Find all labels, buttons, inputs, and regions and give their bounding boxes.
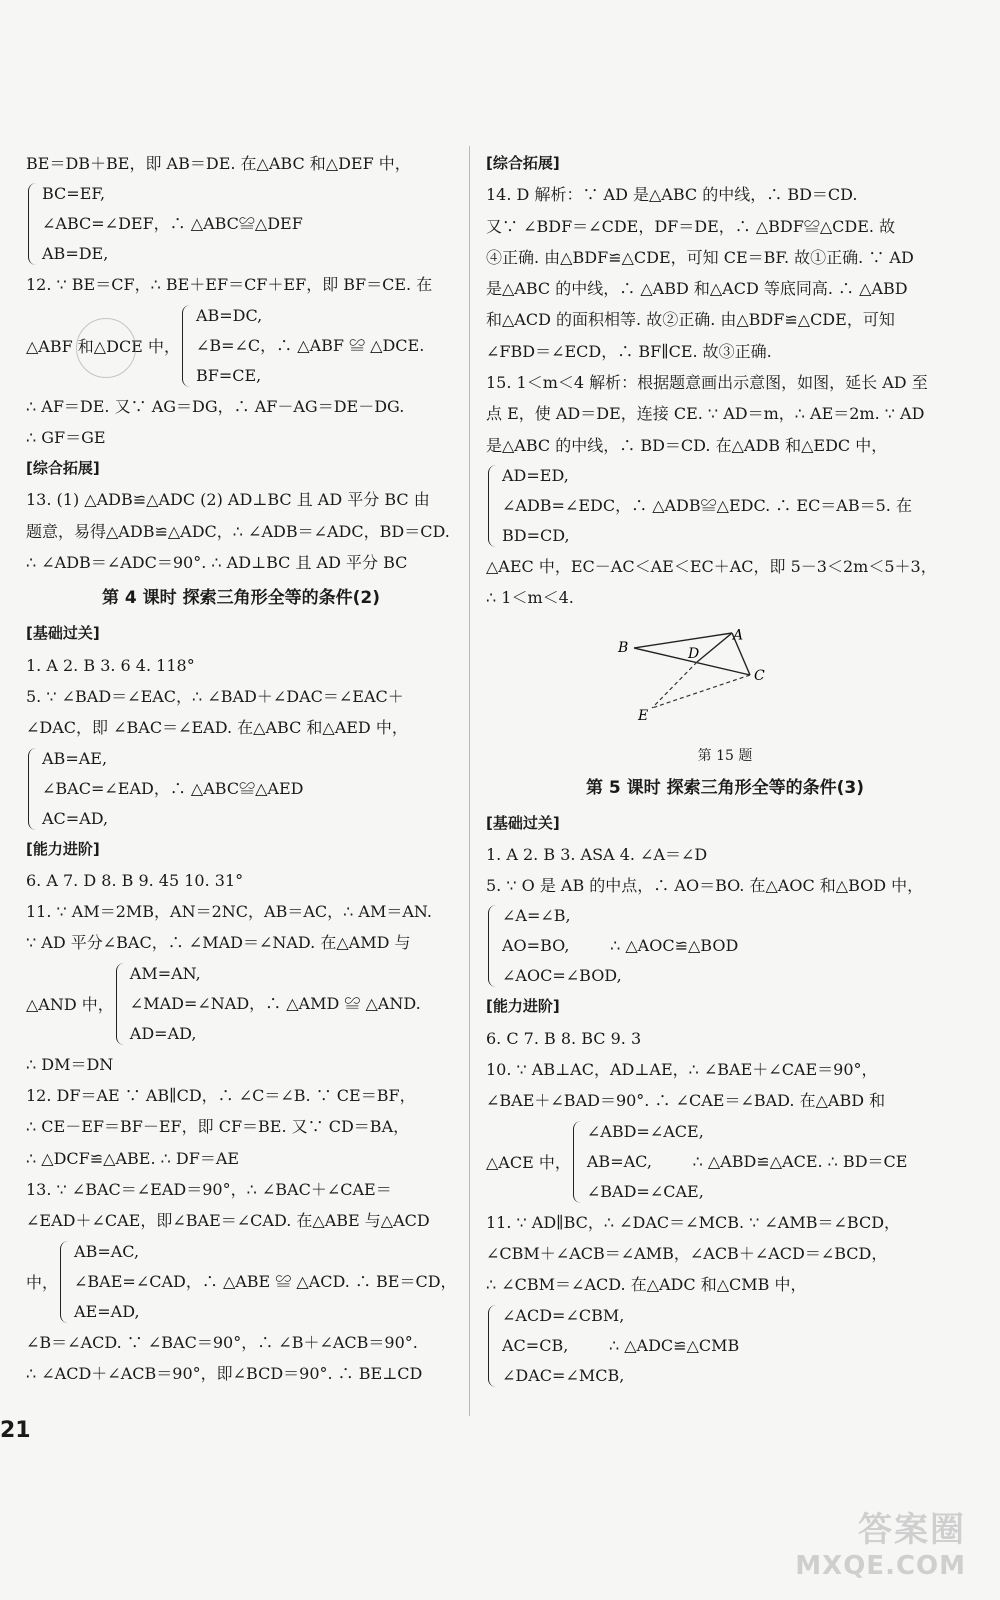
brace (28, 183, 37, 265)
segment-de-dashed (652, 662, 697, 708)
label-d: D (688, 645, 700, 662)
text-line: ∴ CE－EF＝BF－EF，即 CF＝BE. 又∵ CD＝BA， (26, 1117, 410, 1137)
section-label: [综合拓展] (26, 459, 100, 478)
text-line: ∴ DM＝DN (26, 1054, 114, 1074)
system-line: AC=CB, ∴ △ADC≌△CMB (502, 1335, 740, 1355)
text-line: ∴ 1＜m＜4. (486, 588, 574, 608)
watermark-line: MXQE.COM (795, 1551, 966, 1581)
system-line: AD=AD, (129, 1023, 197, 1043)
text-line: ∠CBM＋∠ACB＝∠AMB，∠ACB＋∠ACD＝∠BCD， (486, 1243, 888, 1263)
text-prefix: △ABF 和△DCE 中， (26, 337, 180, 357)
label-b: B (618, 639, 629, 656)
watermark-line: 答案圈 (858, 1510, 966, 1550)
system-line: AD=ED, (502, 465, 569, 485)
brace (60, 1241, 69, 1323)
seal-stamp (76, 318, 136, 378)
text-line: ∵ AD 平分∠BAC，∴ ∠MAD＝∠NAD. 在△AMD 与 (26, 933, 411, 953)
brace (488, 905, 497, 987)
system-line: ∠ABD=∠ACE, (586, 1121, 704, 1141)
brace (488, 465, 497, 547)
text-line: ∴ ∠ADB＝∠ADC＝90°. ∴ AD⊥BC 且 AD 平分 BC (26, 553, 408, 573)
column-divider (469, 146, 470, 1416)
label-c: C (754, 667, 765, 684)
equation-system (488, 461, 964, 551)
triangle-figure (486, 628, 964, 740)
text-line: 11. ∵ AM＝2MB，AN＝2NC，AB＝AC，∴ AM＝AN. (26, 902, 432, 922)
brace (488, 1305, 497, 1387)
equation-system (573, 1117, 908, 1207)
system-line: AB=AC, ∴ △ABD≌△ACE. ∴ BD＝CE (586, 1151, 908, 1171)
text-line: 1. A 2. B 3. ASA 4. ∠A＝∠D (486, 844, 708, 864)
text-line: 12. ∵ BE＝CF，∴ BE＋EF＝CF＋EF，即 BF＝CE. 在 (26, 275, 433, 295)
text-line: 6. A 7. D 8. B 9. 45 10. 31° (26, 870, 244, 890)
text-line: ∴ △DCF≌△ABE. ∴ DF＝AE (26, 1148, 240, 1168)
label-e: E (638, 707, 649, 724)
text-line: 11. ∵ AD∥BC，∴ ∠DAC＝∠MCB. ∵ ∠AMB＝∠BCD， (486, 1212, 901, 1232)
section-label: [能力进阶] (26, 839, 100, 858)
text-prefix: △AND 中， (26, 995, 114, 1015)
text-line: 是△ABC 的中线，∴ △ABD 和△ACD 等底同高. ∴ △ABD (486, 279, 908, 299)
section-label: [基础过关] (486, 813, 560, 832)
text-line: 题意，易得△ADB≌△ADC，∴ ∠ADB＝∠ADC，BD＝CD. (26, 521, 450, 541)
system-line: BC=EF, (42, 184, 106, 204)
text-line: 13. (1) △ADB≌△ADC (2) AD⊥BC 且 AD 平分 BC 由 (26, 490, 430, 510)
text-prefix: 中， (26, 1273, 59, 1293)
system-line: ∠BAC=∠EAD，∴ △ABC≌△AED (42, 778, 304, 798)
system-line: ∠ACD=∠CBM, (502, 1305, 625, 1325)
system-line: AB=DE, (42, 244, 109, 264)
right-column (486, 148, 964, 1391)
section-label: [综合拓展] (486, 154, 560, 172)
system-line: ∠ABC=∠DEF，∴ △ABC≌△DEF (42, 214, 303, 234)
lesson-heading: 第 4 课时 探索三角形全等的条件(2) (102, 588, 380, 609)
text-line: 是△ABC 的中线，∴ BD＝CD. 在△ADB 和△EDC 中， (486, 435, 888, 455)
system-line: AB=AC, (74, 1241, 140, 1261)
equation-system (60, 1237, 457, 1327)
system-line: AB=AE, (42, 748, 108, 768)
text-line: BE＝DB＋BE，即 AB＝DE. 在△ABC 和△DEF 中， (26, 154, 411, 173)
system-line: AO=BO, ∴ △AOC≌△BOD (502, 936, 739, 956)
text-prefix: △ACE 中， (486, 1153, 571, 1173)
equation-block (26, 1237, 456, 1327)
system-line: ∠A=∠B, (502, 906, 571, 926)
text-line: 6. C 7. B 8. BC 9. 3 (486, 1028, 642, 1048)
brace (28, 748, 37, 830)
segment-ce-dashed (652, 675, 750, 708)
text-line: 14. D 解析：∵ AD 是△ABC 的中线，∴ BD＝CD. (486, 185, 858, 205)
text-line: 和△ACD 的面积相等. 故②正确. 由△BDF≌△CDE，可知 (486, 310, 895, 330)
section-label: [能力进阶] (486, 997, 560, 1016)
text-line: 1. A 2. B 3. 6 4. 118° (26, 655, 195, 675)
section-label: [基础过关] (26, 624, 100, 643)
lesson-heading: 第 5 课时 探索三角形全等的条件(3) (586, 777, 864, 798)
text-line: 13. ∵ ∠BAC＝∠EAD＝90°，∴ ∠BAC＋∠CAE＝ (26, 1179, 392, 1199)
brace (116, 963, 125, 1045)
text-line: ∠DAC，即 ∠BAC＝∠EAD. 在△ABC 和△AED 中， (26, 718, 408, 738)
text-line: ∴ ∠ACD＋∠ACB＝90°，即∠BCD＝90°. ∴ BE⊥CD (26, 1363, 423, 1383)
equation-system (182, 301, 424, 391)
system-line: ∠BAD=∠CAE, (586, 1181, 704, 1201)
figure-caption: 第 15 题 (697, 747, 753, 764)
system-line: ∠B=∠C，∴ △ABF ≌ △DCE. (195, 335, 425, 355)
text-line: ∠BAE＋∠BAD＝90°. ∴ ∠CAE＝∠BAD. 在△ABD 和 (486, 1091, 886, 1111)
text-line: 12. DF＝AE ∵ AB∥CD，∴ ∠C＝∠B. ∵ CE＝BF， (26, 1086, 416, 1106)
label-a: A (733, 627, 744, 644)
system-line: ∠DAC=∠MCB, (502, 1365, 625, 1385)
text-line: ∴ GF＝GE (26, 427, 106, 447)
text-line: 15. 1＜m＜4 解析：根据题意画出示意图，如图，延长 AD 至 (486, 373, 928, 393)
text-line: ∴ ∠CBM＝∠ACD. 在△ADC 和△CMB 中， (486, 1275, 807, 1295)
equation-system (116, 959, 421, 1049)
text-line: ④正确. 由△BDF≌△CDE，可知 CE＝BF. 故①正确. ∵ AD (486, 247, 914, 267)
text-line: ∴ AF＝DE. 又∵ AG＝DG，∴ AF－AG＝DE－DG. (26, 396, 405, 416)
brace (573, 1121, 582, 1203)
text-line: ∠FBD＝∠ECD，∴ BF∥CE. 故③正确. (486, 341, 772, 361)
text-line: ∠EAD＋∠CAE，即∠BAE＝∠CAD. 在△ABE 与△ACD (26, 1211, 430, 1231)
system-line: ∠BAE=∠CAD，∴ △ABE ≌ △ACD. ∴ BE＝CD， (74, 1271, 457, 1291)
equation-system (28, 179, 456, 269)
system-line: AC=AD, (42, 808, 109, 828)
text-line: 5. ∵ O 是 AB 的中点，∴ AO＝BO. 在△AOC 和△BOD 中， (486, 876, 924, 896)
system-line: BD=CD, (502, 525, 570, 545)
system-line: AB=DC, (195, 305, 263, 325)
equation-block (486, 1117, 964, 1207)
text-line: 点 E，使 AD＝DE，连接 CE. ∵ AD＝m，∴ AE＝2m. ∵ AD (486, 404, 925, 424)
page-number: 21 (0, 1418, 31, 1443)
equation-block (26, 959, 456, 1049)
system-line: AM=AN, (129, 963, 201, 983)
system-line: ∠ADB=∠EDC，∴ △ADB≌△EDC. ∴ EC＝AB＝5. 在 (502, 495, 912, 515)
text-line: 5. ∵ ∠BAD＝∠EAC，∴ ∠BAD＋∠DAC＝∠EAC＋ (26, 686, 404, 706)
text-line: △AEC 中，EC－AC＜AE＜EC＋AC，即 5－3＜2m＜5＋3， (486, 556, 937, 576)
system-line: AE=AD, (74, 1301, 140, 1321)
system-line: BF=CE, (195, 365, 262, 385)
system-line: ∠AOC=∠BOD, (502, 966, 622, 986)
equation-system (28, 744, 456, 834)
text-line: 又∵ ∠BDF＝∠CDE，DF＝DE，∴ △BDF≌△CDE. 故 (486, 216, 896, 236)
equation-system (488, 1301, 964, 1391)
text-line: 10. ∵ AB⊥AC，AD⊥AE，∴ ∠BAE＋∠CAE＝90°， (486, 1060, 878, 1080)
equation-system (488, 901, 964, 991)
watermark (795, 1502, 966, 1581)
brace (182, 305, 191, 387)
system-line: ∠MAD=∠NAD，∴ △AMD ≌ △AND. (129, 993, 421, 1013)
text-line: ∠B＝∠ACD. ∵ ∠BAC＝90°，∴ ∠B＋∠ACB＝90°. (26, 1332, 418, 1352)
